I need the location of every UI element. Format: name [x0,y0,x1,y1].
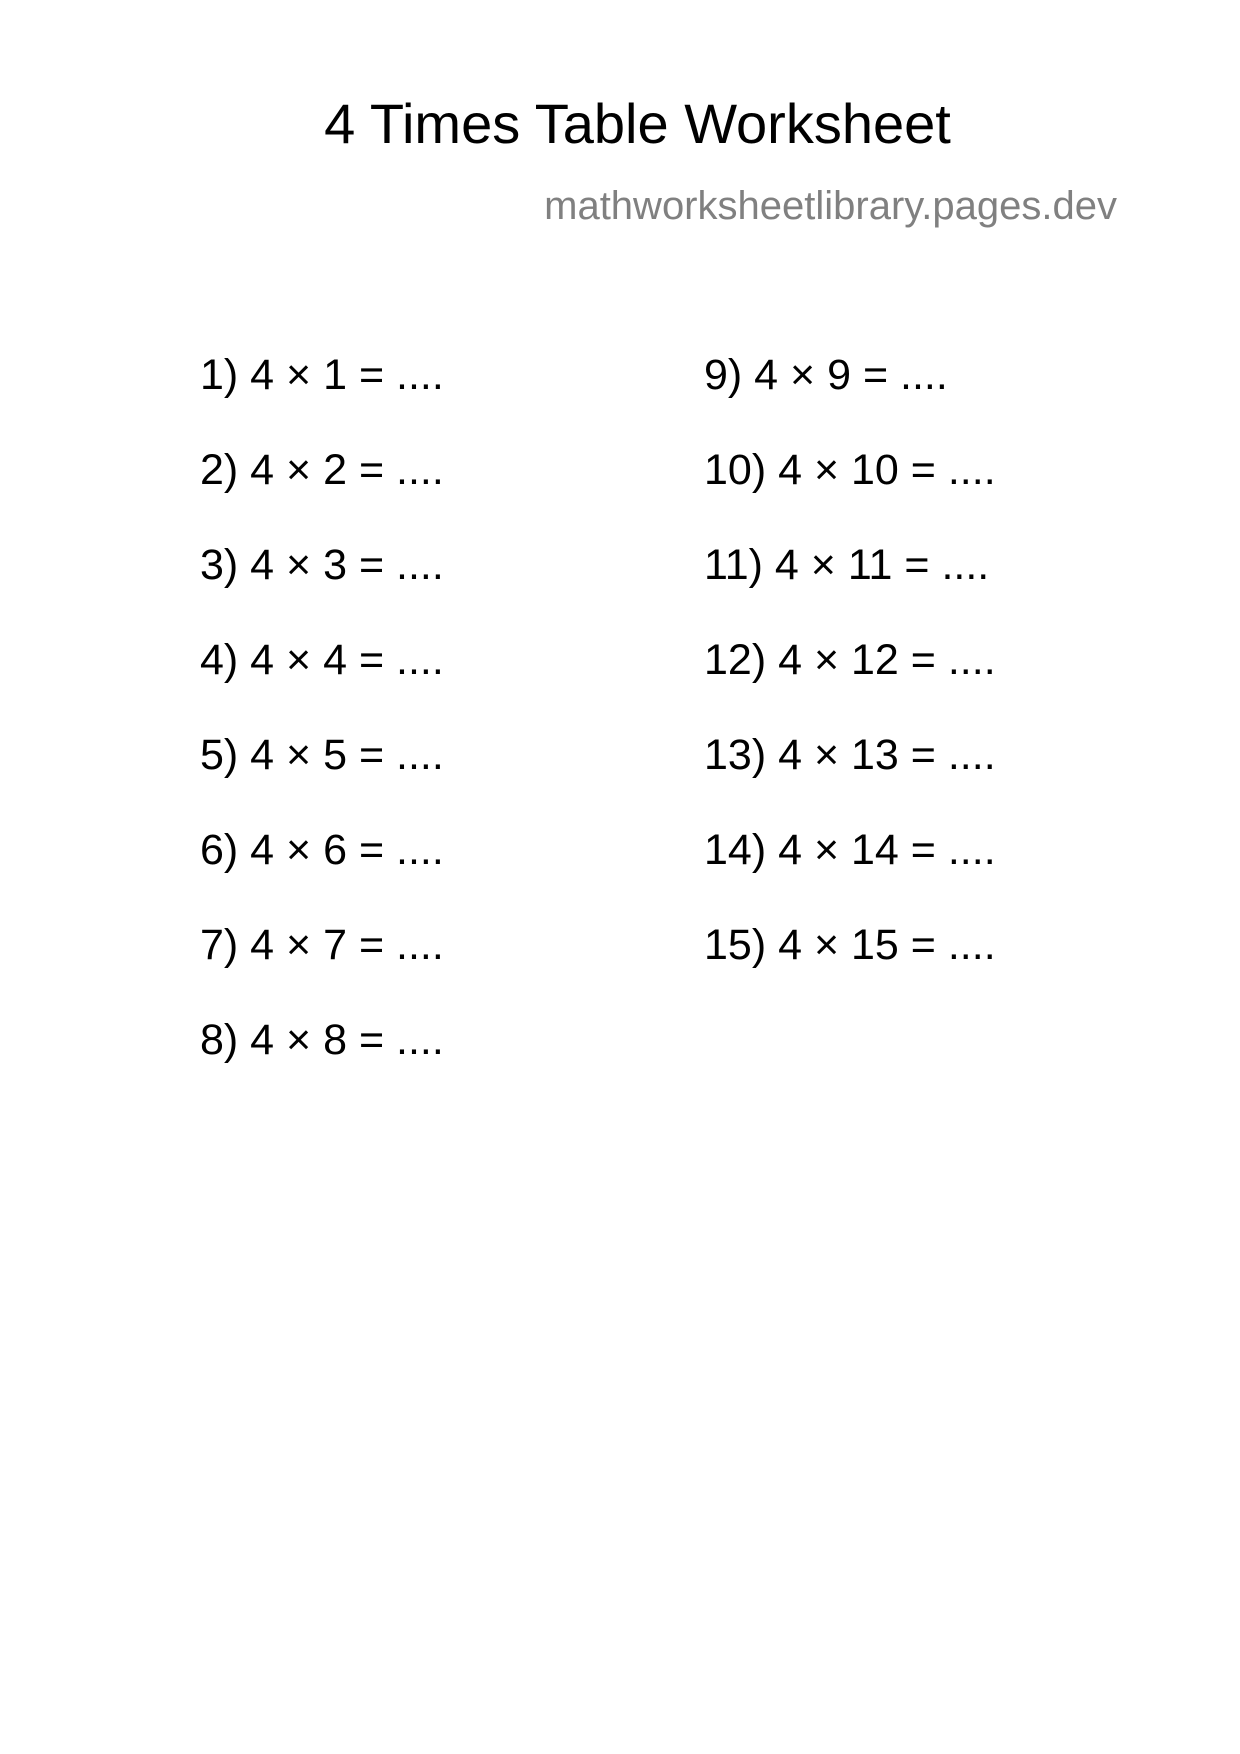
worksheet-title: 4 Times Table Worksheet [324,92,951,155]
problem-column-left [200,351,444,1114]
problem-item: 2) 4 × 2 = .... [200,446,444,494]
problem-item: 10) 4 × 10 = .... [704,446,996,494]
problem-item: 12) 4 × 12 = .... [704,636,996,684]
problem-item: 11) 4 × 11 = .... [704,541,990,589]
problem-item: 14) 4 × 14 = .... [704,826,996,874]
problem-item: 4) 4 × 4 = .... [200,636,444,684]
problem-item: 6) 4 × 6 = .... [200,826,444,874]
problem-item: 7) 4 × 7 = .... [200,921,444,969]
problem-item: 13) 4 × 13 = .... [704,731,996,779]
problem-item: 5) 4 × 5 = .... [200,731,444,779]
problem-item: 9) 4 × 9 = .... [704,351,948,399]
problem-item: 1) 4 × 1 = .... [200,351,444,399]
problem-item: 3) 4 × 3 = .... [200,541,444,589]
problem-column-right [704,351,996,1019]
worksheet-source-url: mathworksheetlibrary.pages.dev [544,184,1117,228]
problem-item: 15) 4 × 15 = .... [704,921,996,969]
problem-item: 8) 4 × 8 = .... [200,1016,444,1064]
